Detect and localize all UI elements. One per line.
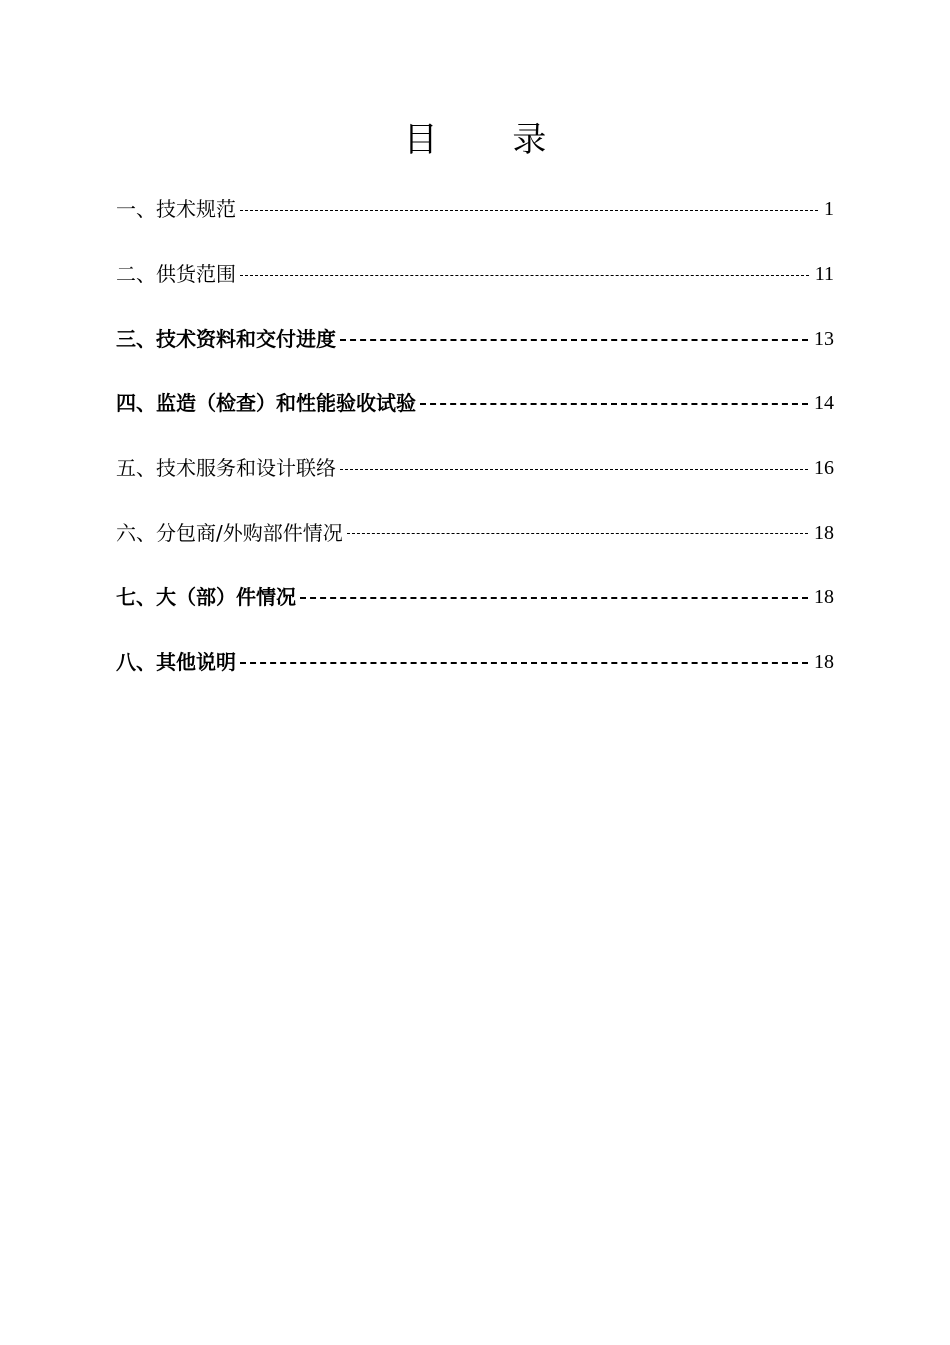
toc-page-number: 18: [814, 586, 834, 609]
toc-entry-label: 四、监造（检查）和性能验收试验: [116, 391, 416, 416]
toc-entry-label: 一、技术规范: [116, 197, 236, 222]
toc-dot-leader: [240, 662, 808, 664]
toc-entry-other-notes[interactable]: [116, 630, 834, 695]
toc-entry-label: 二、供货范围: [116, 262, 236, 287]
toc-entry-major-components[interactable]: [116, 565, 834, 630]
toc-dot-leader: [340, 339, 808, 341]
toc-page-number: 11: [814, 263, 834, 286]
toc-entry-subcontractors[interactable]: [116, 500, 834, 565]
toc-entry-technical-specification[interactable]: [116, 177, 834, 242]
toc-page-number: 1: [824, 198, 834, 221]
toc-dot-leader: [300, 597, 808, 599]
toc-entry-label: 五、技术服务和设计联络: [116, 456, 336, 481]
toc-entry-technical-service[interactable]: [116, 436, 834, 501]
toc-page-number: 16: [814, 457, 834, 480]
toc-dot-leader: [240, 275, 809, 276]
toc-entry-label: 三、技术资料和交付进度: [116, 326, 336, 351]
toc-title: 目 录: [403, 120, 579, 160]
toc-page-number: 18: [814, 651, 834, 674]
toc-entry-label: 八、其他说明: [116, 650, 236, 675]
toc-page-number: 18: [814, 521, 834, 544]
toc-dot-leader: [340, 469, 808, 470]
toc-entry-label: 七、大（部）件情况: [116, 585, 296, 610]
toc-page-number: 14: [814, 392, 834, 415]
toc-entry-supply-scope[interactable]: [116, 242, 834, 307]
toc-list: [116, 177, 834, 695]
toc-entry-label: 六、分包商/外购部件情况: [116, 520, 343, 545]
toc-page-number: 13: [814, 327, 834, 350]
toc-dot-leader: [420, 403, 808, 405]
toc-entry-inspection-tests[interactable]: [116, 371, 834, 436]
toc-dot-leader: [240, 210, 818, 211]
toc-entry-technical-documents[interactable]: [116, 306, 834, 371]
toc-dot-leader: [347, 533, 808, 534]
